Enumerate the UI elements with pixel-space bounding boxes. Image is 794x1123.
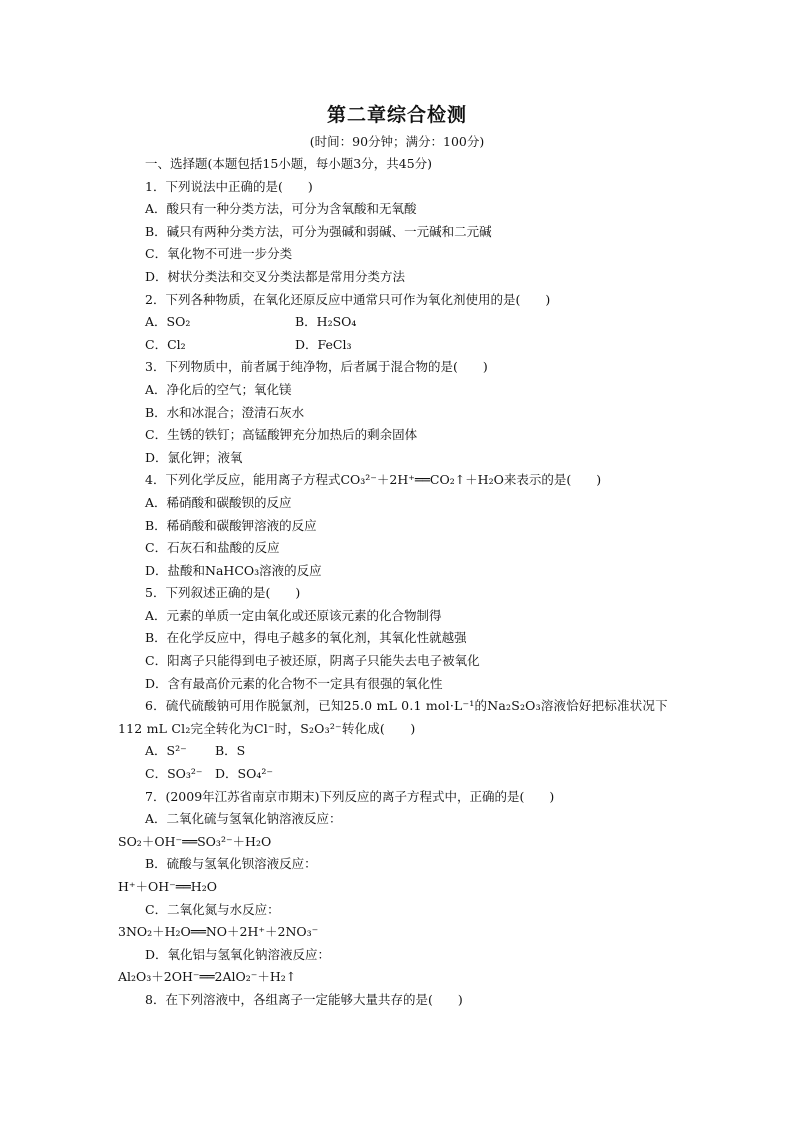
question-3-stem: 3．下列物质中，前者属于纯净物，后者属于混合物的是( ) bbox=[145, 359, 488, 375]
question-5-option-a: A．元素的单质一定由氧化或还原该元素的化合物制得 bbox=[145, 607, 442, 623]
question-6-option-c: C．SO₃²⁻ bbox=[145, 766, 203, 782]
question-3-option-c: C．生锈的铁钉；高锰酸钾充分加热后的剩余固体 bbox=[145, 427, 418, 443]
question-7-equation-a: SO₂＋OH⁻══SO₃²⁻＋H₂O bbox=[118, 833, 272, 849]
question-3-option-a: A．净化后的空气；氧化镁 bbox=[145, 381, 292, 397]
exam-info: (时间：90分钟；满分：100分) bbox=[309, 134, 485, 149]
question-4-option-a: A．稀硝酸和碳酸钡的反应 bbox=[145, 494, 292, 510]
question-5-option-b: B．在化学反应中，得电子越多的氧化剂，其氧化性就越强 bbox=[145, 630, 467, 646]
question-4-option-d: D．盐酸和NaHCO₃溶液的反应 bbox=[145, 562, 322, 578]
question-8-stem: 8．在下列溶液中，各组离子一定能够大量共存的是( ) bbox=[145, 991, 463, 1007]
question-4-stem: 4．下列化学反应，能用离子方程式CO₃²⁻＋2H⁺══CO₂↑＋H₂O来表示的是( ) bbox=[145, 472, 602, 488]
page-title: 第二章综合检测 bbox=[326, 104, 467, 126]
question-7-option-b: B．硫酸与氢氧化钡溶液反应： bbox=[145, 856, 317, 872]
question-1-option-d: D．树状分类法和交叉分类法都是常用分类方法 bbox=[145, 268, 406, 284]
question-2-option-a: A．SO₂ bbox=[145, 314, 191, 330]
question-6-option-a: A．S²⁻ bbox=[145, 743, 187, 759]
question-7-equation-b: H⁺＋OH⁻══H₂O bbox=[118, 879, 217, 894]
question-2-option-d: D．FeCl₃ bbox=[295, 336, 352, 352]
question-2-option-b: B．H₂SO₄ bbox=[295, 314, 357, 330]
question-2-option-c: C．Cl₂ bbox=[145, 336, 186, 352]
question-4-option-b: B．稀硝酸和碳酸钾溶液的反应 bbox=[145, 517, 317, 533]
question-6-option-b: B．S bbox=[215, 743, 246, 759]
question-5-option-d: D．含有最高价元素的化合物不一定具有很强的氧化性 bbox=[145, 675, 443, 691]
question-6-option-d: D．SO₄²⁻ bbox=[215, 766, 273, 782]
question-6-options-row-1 bbox=[118, 740, 684, 763]
question-1-stem: 1．下列说法中正确的是( ) bbox=[145, 178, 313, 194]
question-2-options-row-1 bbox=[118, 311, 684, 334]
question-6-options-row-2 bbox=[118, 763, 684, 786]
document-body bbox=[118, 153, 684, 1012]
question-6-stem: 6．硫代硫酸钠可用作脱氯剂，已知25.0 mL 0.1 mol·L⁻¹的Na₂S₂O₃溶液恰好把标准状况下112 mL Cl₂完全转化为Cl⁻时，S₂O₃²⁻转化成( ) bbox=[118, 698, 668, 736]
question-7-option-a: A．二氧化硫与氢氧化钠溶液反应： bbox=[145, 811, 342, 827]
question-4-option-c: C．石灰石和盐酸的反应 bbox=[145, 540, 280, 556]
question-7-equation-d: Al₂O₃＋2OH⁻══2AlO₂⁻＋H₂↑ bbox=[118, 969, 297, 985]
question-1-option-a: A．酸只有一种分类方法，可分为含氧酸和无氧酸 bbox=[145, 201, 417, 217]
question-2-stem: 2．下列各种物质，在氧化还原反应中通常只可作为氧化剂使用的是( ) bbox=[145, 291, 551, 307]
question-3-option-d: D．氯化钾；液氧 bbox=[145, 449, 243, 465]
question-7-option-c: C．二氧化氮与水反应： bbox=[145, 901, 280, 917]
question-1-option-c: C．氧化物不可进一步分类 bbox=[145, 246, 293, 262]
question-2-options-row-2 bbox=[118, 334, 684, 357]
question-3-option-b: B．水和冰混合；澄清石灰水 bbox=[145, 404, 305, 420]
question-7-equation-c: 3NO₂＋H₂O══NO＋2H⁺＋2NO₃⁻ bbox=[118, 924, 319, 940]
question-7-option-d: D．氧化铝与氢氧化钠溶液反应： bbox=[145, 946, 331, 962]
question-1-option-b: B．碱只有两种分类方法，可分为强碱和弱碱、一元碱和二元碱 bbox=[145, 223, 492, 239]
question-5-option-c: C．阳离子只能得到电子被还原，阴离子只能失去电子被氧化 bbox=[145, 653, 480, 669]
question-5-stem: 5．下列叙述正确的是( ) bbox=[145, 585, 301, 601]
question-7-stem: 7．(2009年江苏省南京市期末)下列反应的离子方程式中，正确的是( ) bbox=[145, 788, 555, 804]
section-heading: 一、选择题(本题包括15小题，每小题3分，共45分) bbox=[145, 156, 433, 171]
